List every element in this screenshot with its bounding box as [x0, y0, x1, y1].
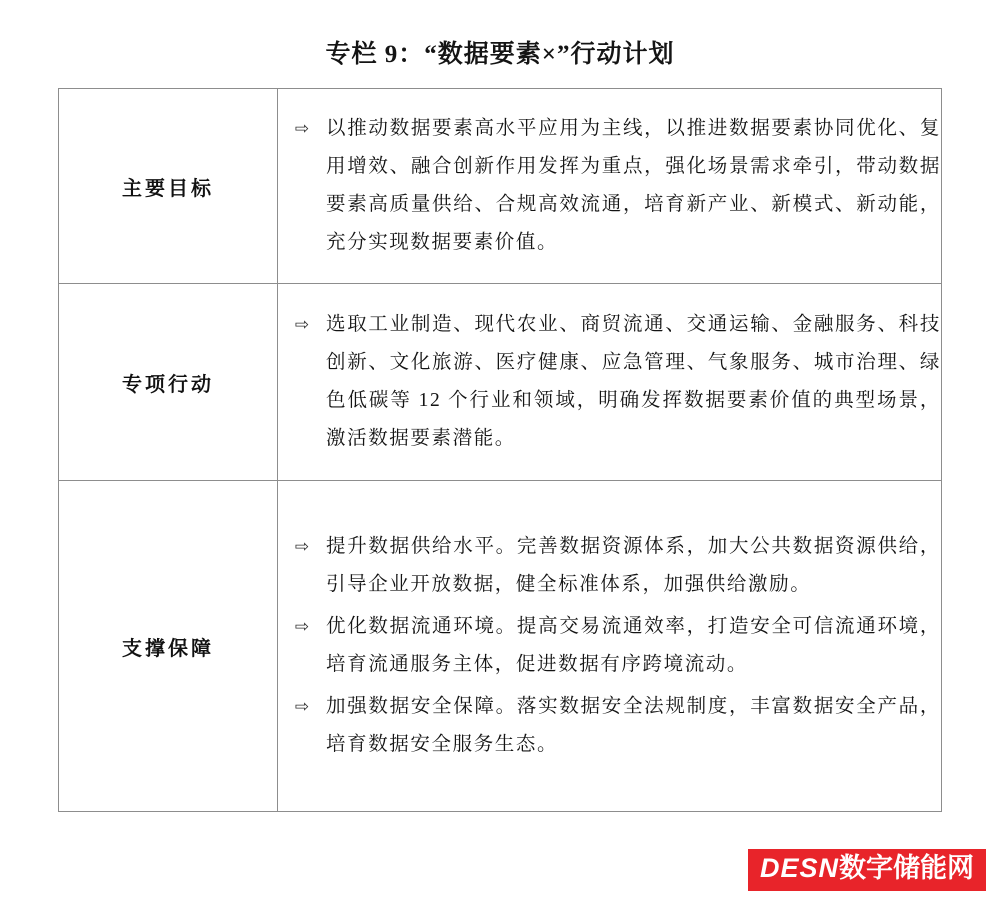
arrow-bullet-icon: ⇨	[294, 617, 310, 637]
watermark-cn-text: 数字储能网	[839, 853, 974, 884]
list-item-text: 以推动数据要素高水平应用为主线，以推进数据要素协同优化、复用增效、融合创新作用发挥为重点，强化场景需求牵引，带动数据要素高质量供给、合规高效流通，培育新产业、新模式、新动能，充分实现数据要素价值。	[326, 118, 941, 253]
list-item-text: 优化数据流通环境。提高交易流通效率，打造安全可信流通环境，培育流通服务主体，促进数据有序跨境流动。	[326, 616, 941, 675]
row-content-main-goal	[278, 89, 942, 284]
table-container	[58, 88, 942, 812]
arrow-bullet-icon: ⇨	[294, 537, 310, 557]
table-row	[59, 284, 942, 481]
list-item	[278, 110, 941, 262]
list-item	[278, 688, 941, 764]
table-row	[59, 481, 942, 812]
arrow-bullet-icon: ⇨	[294, 119, 310, 139]
action-plan-table	[58, 88, 942, 812]
list-item	[278, 528, 941, 604]
row-content-support-guarantee	[278, 481, 942, 812]
list-item-text: 提升数据供给水平。完善数据资源体系，加大公共数据资源供给，引导企业开放数据，健全标准体系，加强供给激励。	[326, 536, 941, 595]
row-label-support-guarantee: 支撑保障	[59, 481, 278, 812]
row-content-special-action	[278, 284, 942, 481]
arrow-bullet-icon: ⇨	[294, 697, 310, 717]
page-title: 专栏 9：“数据要素×”行动计划	[325, 41, 675, 68]
list-item	[278, 608, 941, 684]
row-label-main-goal: 主要目标	[59, 89, 278, 284]
arrow-bullet-icon: ⇨	[294, 315, 310, 335]
row-label-special-action: 专项行动	[59, 284, 278, 481]
watermark-en-text: DESN	[759, 853, 839, 884]
list-item	[278, 306, 941, 458]
watermark-badge	[748, 849, 986, 891]
list-item-text: 加强数据安全保障。落实数据安全法规制度，丰富数据安全产品，培育数据安全服务生态。	[326, 696, 941, 755]
list-item-text: 选取工业制造、现代农业、商贸流通、交通运输、金融服务、科技创新、文化旅游、医疗健康、应急管理、气象服务、城市治理、绿色低碳等 12 个行业和领域，明确发挥数据要素价值的典型场景，激活数据要素潜能。	[326, 314, 941, 449]
table-row	[59, 89, 942, 284]
